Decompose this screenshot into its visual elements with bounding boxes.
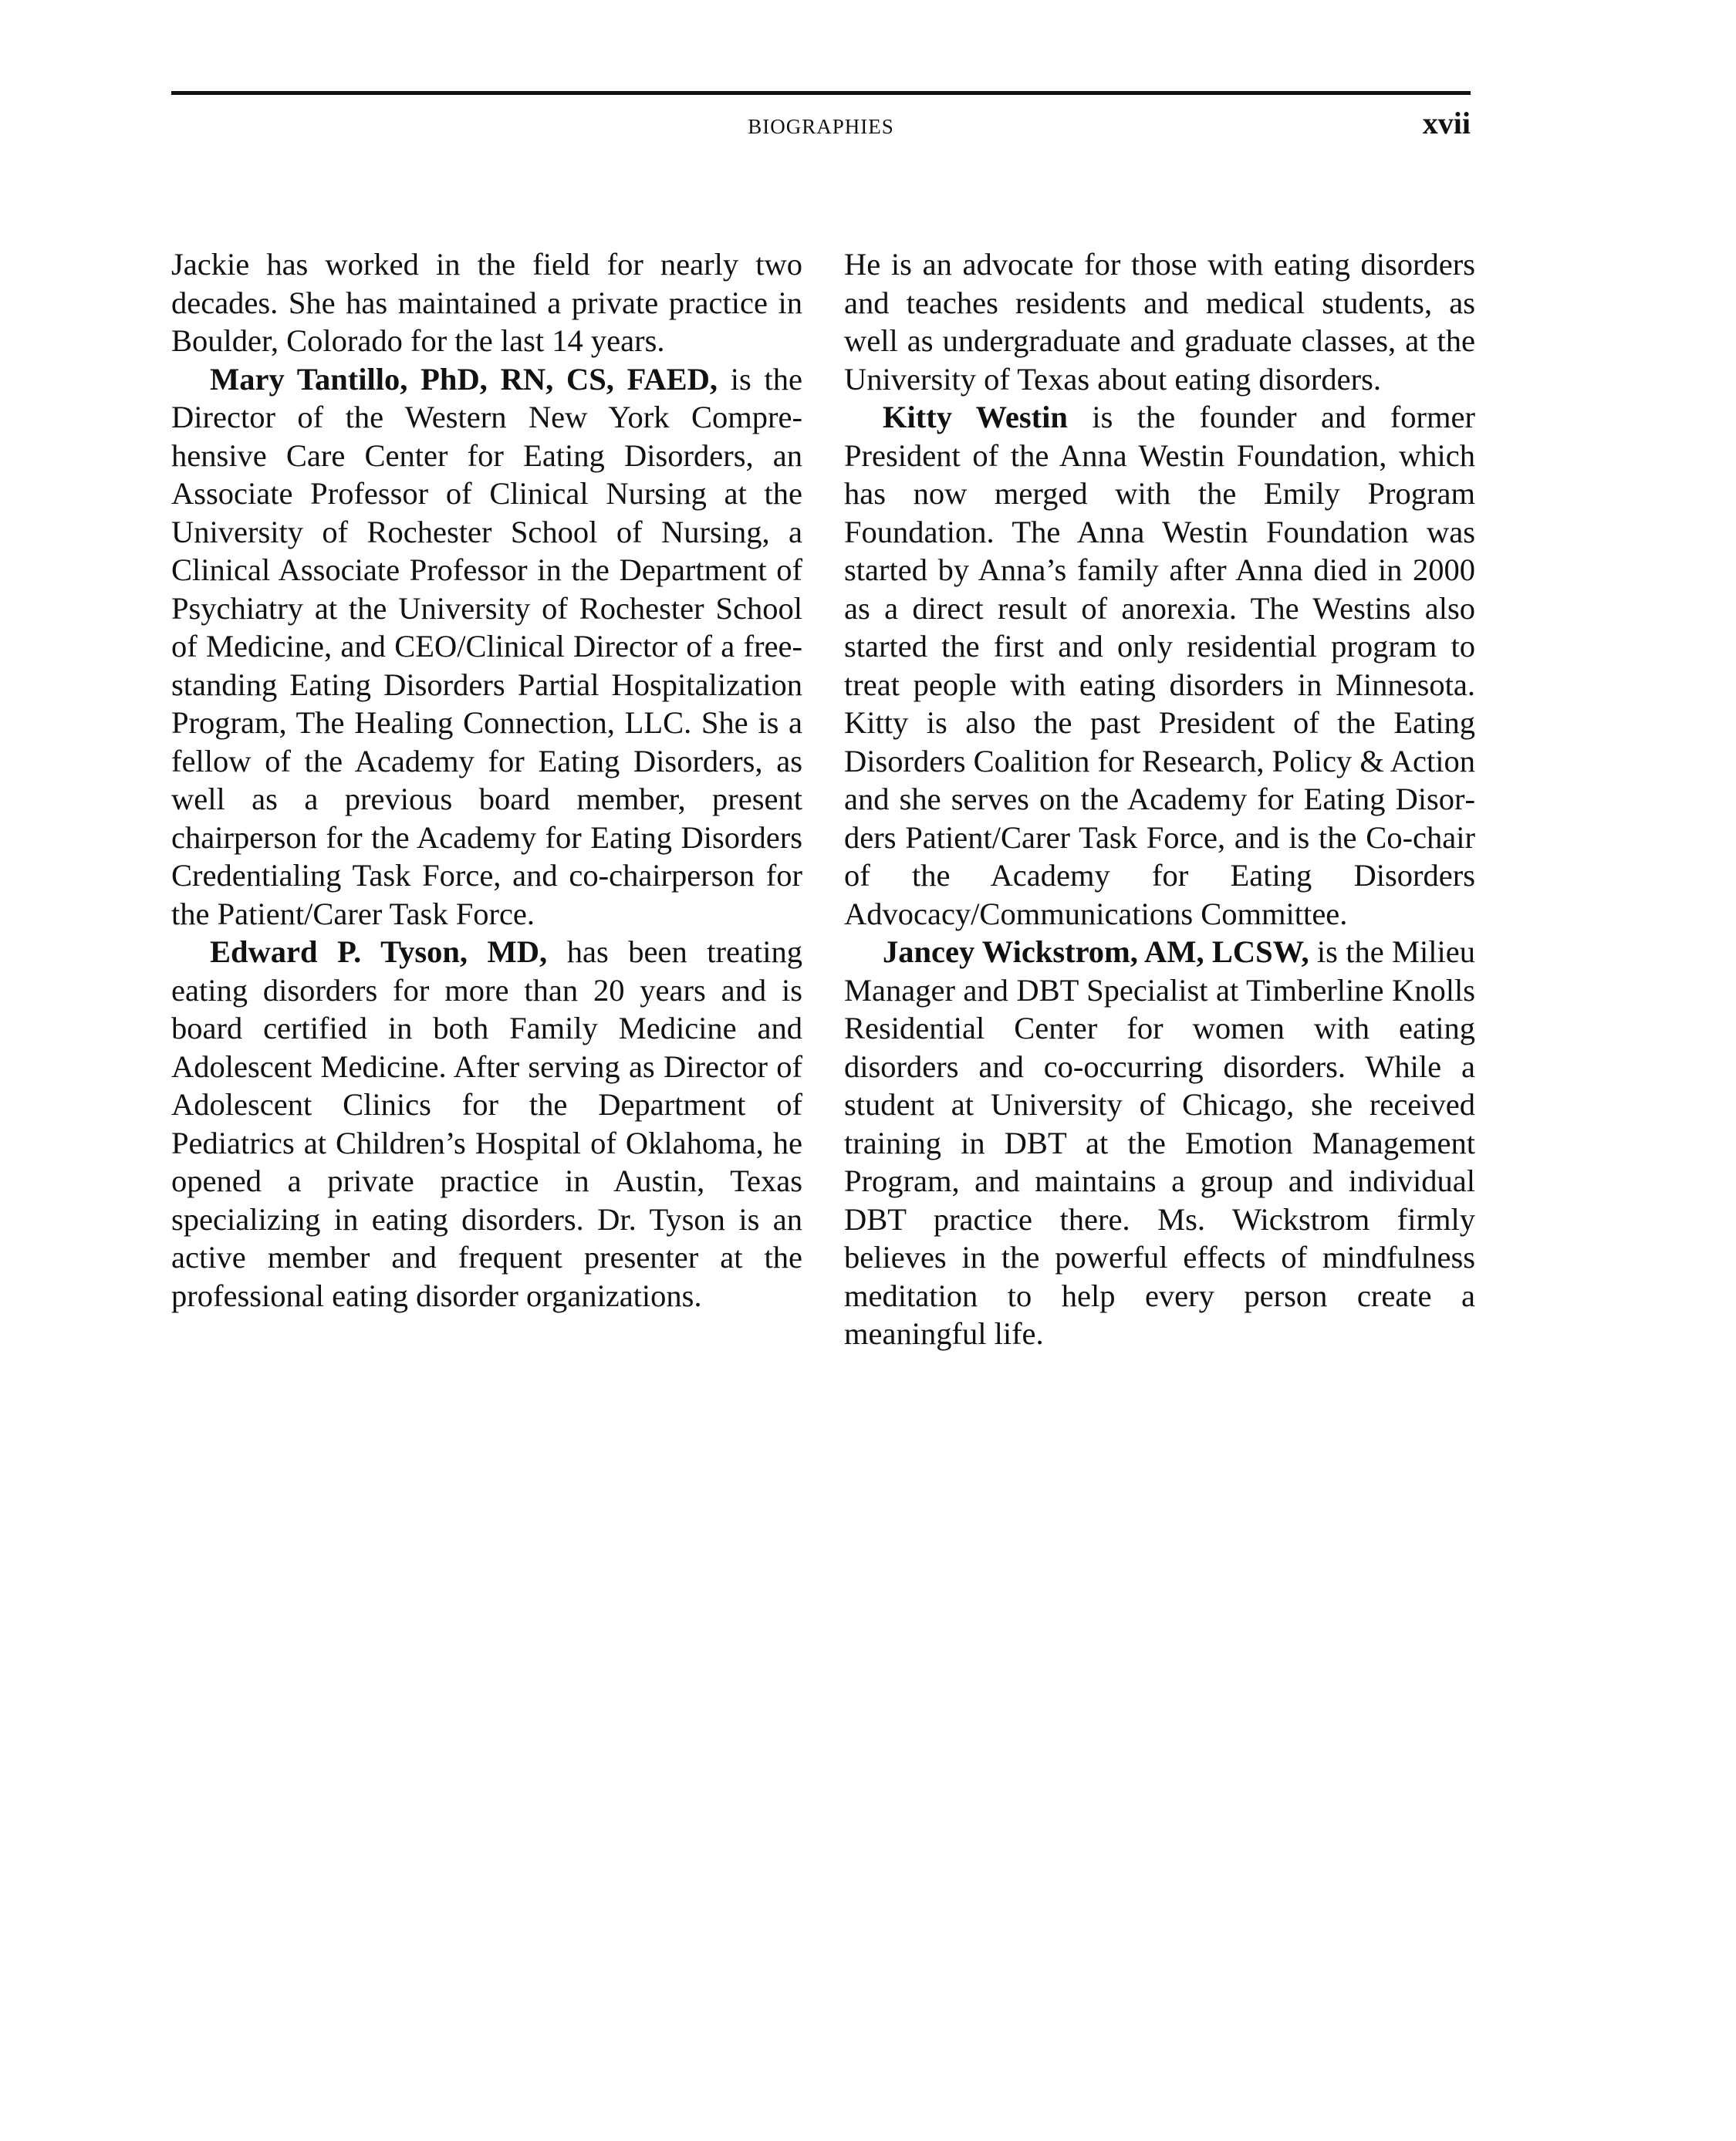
bio-text-jancey-wickstrom: is the Milieu Manager and DBT Specialist at Timberline Knolls Residential Center for women with eating disorders and co-occurring disorders. While a student at University of Chicago, she received training in DBT at the Emotion Management Program, and maintains a group and individual DBT practice there. Ms. Wickstrom firmly believes in the powerful effects of mindfulness meditation to help every person create a meaningful life. xyxy=(844,934,1475,1351)
bio-text-edward-tyson: has been treating eating disorders for more than 20 years and is board certified in both Family Medicine and Adolescent Medicine. After serving as Director of Adolescent Clinics for the Department of Pediatrics at Children’s Hospital of Oklahoma, he opened a private practice in Austin, Texas specializing in eating disorders. Dr. Tyson is an active member and frequent presenter at the professional eating disorder organizations. xyxy=(171,934,803,1313)
paragraph-tyson-continuation xyxy=(844,245,1475,398)
page-number: xvii xyxy=(1422,106,1471,140)
bio-edward-tyson xyxy=(171,933,802,1315)
running-head: BIOGRAPHIES xyxy=(748,115,894,138)
bio-jancey-wickstrom xyxy=(844,933,1475,1353)
bio-name-kitty-westin: Kitty Westin xyxy=(883,400,1068,434)
paragraph-text: Jackie has worked in the field for nearly two decades. She has maintained a private practice in Boulder, Colorado for the last 14 years. xyxy=(171,247,802,358)
bio-name-edward-tyson: Edward P. Tyson, MD, xyxy=(210,934,548,969)
left-column xyxy=(171,245,802,1315)
bio-text-mary-tantillo: is the Director of the Western New York Comprehensive Care Center for Eating Disorders, an Associate Professor of Clinical Nursing at the University of Rochester School of Nursing, a Clinical Associate Professor in the Department of Psychiatry at the University of Rochester School of Medicine, and CEO/Clinical Director of a free-standing Eating Disorders Partial Hospitalization Program, The Healing Connection, LLC. She is a fellow of the Academy for Eating Disorders, as well as a previous board member, present chairperson for the Academy for Eating Disorders Credentialing Task Force, and co-chairperson for the Patient/Carer Task Force. xyxy=(171,361,802,931)
bio-mary-tantillo xyxy=(171,360,802,934)
bio-kitty-westin xyxy=(844,398,1475,933)
bio-text-kitty-westin: is the founder and former President of the Anna Westin Foundation, which has now merged with the Emily Program Foundation. The Anna Westin Foundation was started by Anna’s family after Anna died in 2000 as a direct result of anorexia. The Westins also started the first and only residential program to treat people with eating disorders in Minnesota. Kitty is also the past President of the Eating Disorders Coalition for Research, Policy & Action and she serves on the Academy for Eating Disorders Patient/Carer Task Force, and is the Co-chair of the Academy for Eating Disorders Advocacy/Communications Committee. xyxy=(844,400,1476,931)
header-rule xyxy=(171,91,1471,95)
right-column xyxy=(844,245,1475,1353)
bio-name-jancey-wickstrom: Jancey Wickstrom, AM, LCSW, xyxy=(883,934,1309,969)
bio-name-mary-tantillo: Mary Tantillo, PhD, RN, CS, FAED, xyxy=(210,361,718,397)
paragraph-text: He is an advocate for those with eating disorders and teaches residents and medical students, as well as undergraduate and graduate classes, at the University of Texas about eating disorders. xyxy=(844,247,1475,397)
paragraph-jackie-continuation xyxy=(171,245,802,360)
